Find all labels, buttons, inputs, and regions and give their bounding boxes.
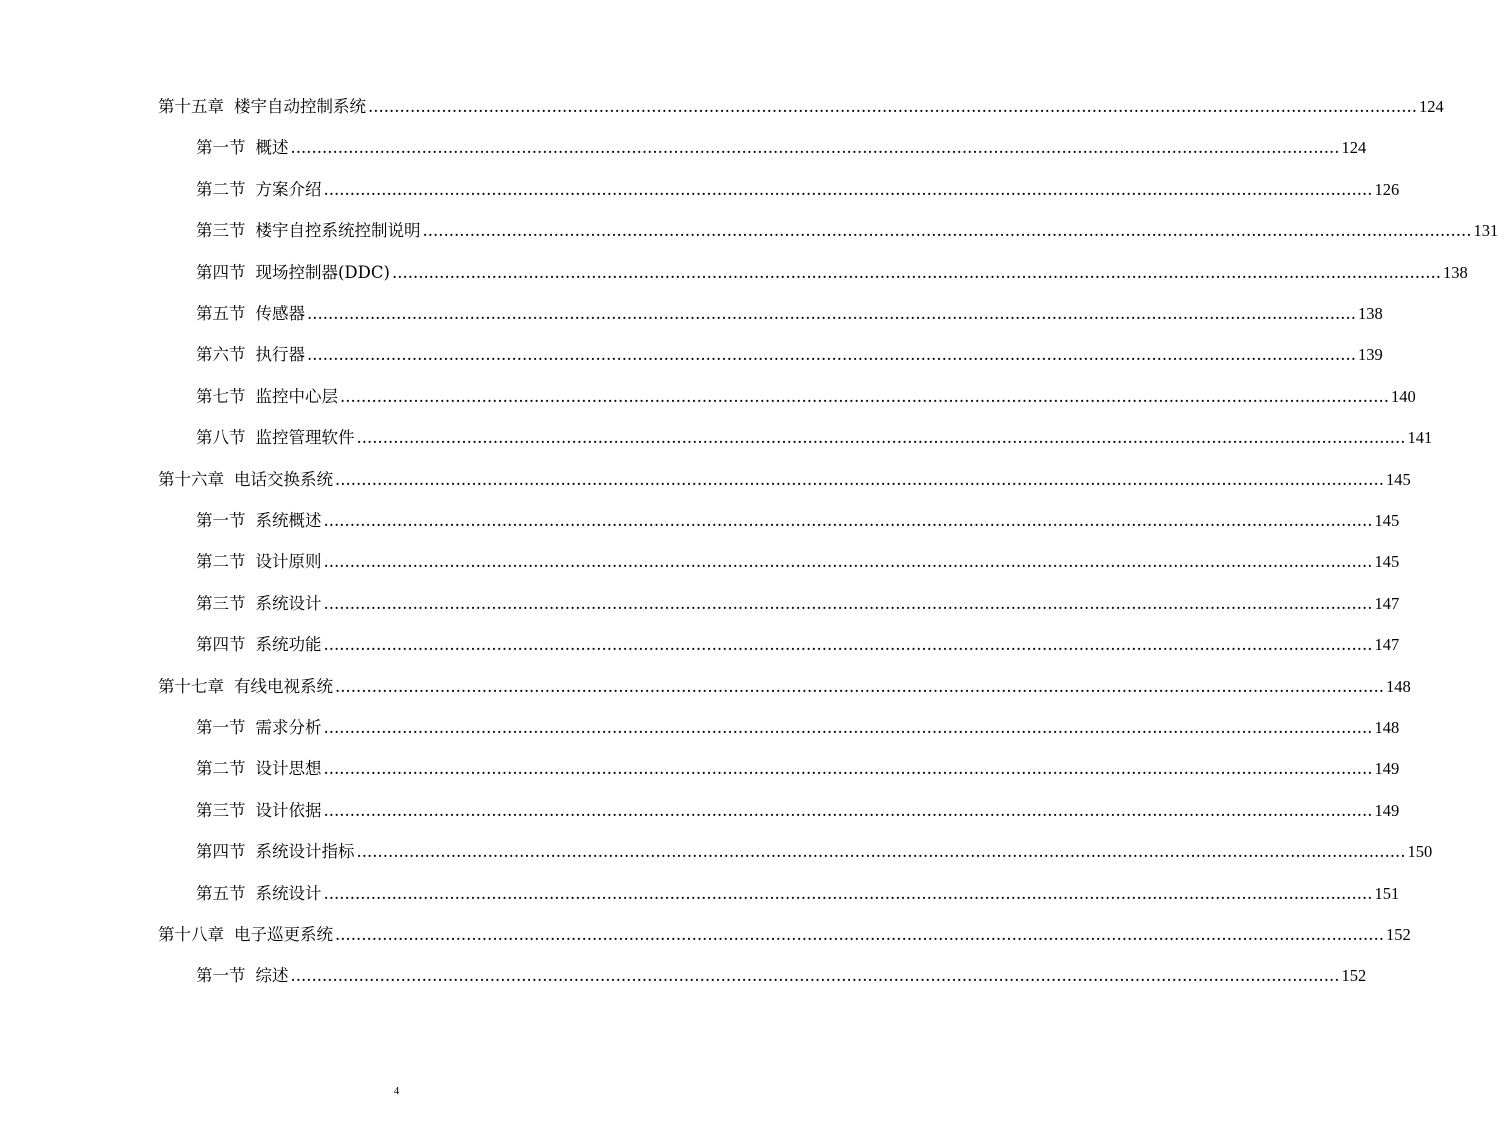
toc-entry-title: 系统设计 bbox=[255, 883, 322, 903]
toc-entry-number: 第一节 bbox=[196, 966, 246, 986]
toc-page-number: 145 bbox=[1374, 511, 1400, 530]
toc-entry-title: 监控管理软件 bbox=[255, 428, 355, 448]
toc-dot-leader: ........................................................................................................................................................................................................ bbox=[356, 428, 1406, 448]
toc-entry-number: 第十七章 bbox=[158, 676, 224, 696]
toc-dot-leader: ........................................................................................................................................................................................................ bbox=[335, 676, 1384, 696]
toc-entry-title: 有线电视系统 bbox=[234, 676, 333, 696]
toc-entry-number: 第一节 bbox=[196, 138, 246, 158]
toc-section-entry[interactable] bbox=[0, 254, 1468, 284]
toc-entry-title: 楼宇自控系统控制说明 bbox=[255, 221, 421, 241]
toc-entry-title: 设计依据 bbox=[255, 800, 322, 820]
toc-dot-leader: ........................................................................................................................................................................................................ bbox=[323, 800, 1373, 820]
toc-entry-number: 第二节 bbox=[196, 552, 246, 572]
toc-entry-label bbox=[158, 469, 333, 491]
toc-page-number: 149 bbox=[1374, 759, 1400, 779]
toc-entry-title: 概述 bbox=[255, 138, 289, 158]
toc-entry-number: 第六节 bbox=[196, 345, 246, 365]
toc-entry-label bbox=[196, 344, 305, 366]
toc-entry-number: 第三节 bbox=[196, 800, 246, 820]
toc-entry-number: 第三节 bbox=[196, 593, 246, 613]
toc-entry-number: 第八节 bbox=[196, 428, 246, 448]
toc-dot-leader: ........................................................................................................................................................................................................ bbox=[356, 842, 1406, 862]
toc-dot-leader: ........................................................................................................................................................................................................ bbox=[307, 304, 1356, 323]
page-number: 4 bbox=[393, 1085, 400, 1097]
toc-page-number: 147 bbox=[1374, 593, 1400, 613]
toc-page-number: 138 bbox=[1357, 304, 1383, 323]
toc-section-entry[interactable] bbox=[0, 171, 1400, 201]
toc-entry-label bbox=[196, 634, 322, 656]
toc-entry-label bbox=[196, 965, 289, 987]
toc-entry-title: 电话交换系统 bbox=[234, 469, 333, 489]
toc-section-entry[interactable] bbox=[0, 129, 1367, 159]
toc-entry-number: 第十五章 bbox=[158, 97, 224, 116]
toc-entry-label bbox=[196, 220, 421, 242]
toc-entry-number: 第五节 bbox=[196, 883, 246, 903]
toc-page-number: 145 bbox=[1385, 469, 1411, 489]
toc-entry-title: 系统设计 bbox=[255, 593, 322, 613]
toc-entry-label bbox=[196, 179, 322, 201]
toc-entry-number: 第十八章 bbox=[158, 925, 224, 944]
toc-entry-label bbox=[196, 800, 322, 822]
toc-entry-title: 监控中心层 bbox=[255, 386, 338, 406]
toc-page-number: 124 bbox=[1341, 138, 1367, 158]
toc-page-number: 152 bbox=[1385, 925, 1411, 944]
toc-entry-label bbox=[158, 924, 333, 946]
toc-page-number: 145 bbox=[1374, 552, 1400, 572]
toc-dot-leader: ........................................................................................................................................................................................................ bbox=[323, 511, 1373, 530]
toc-chapter-entry[interactable] bbox=[0, 88, 1444, 118]
toc-chapter-entry[interactable] bbox=[0, 916, 1411, 946]
toc-entry-number: 第五节 bbox=[196, 304, 246, 323]
toc-section-entry[interactable] bbox=[0, 212, 1498, 242]
toc-section-entry[interactable] bbox=[0, 543, 1400, 573]
toc-dot-leader: ........................................................................................................................................................................................................ bbox=[323, 593, 1373, 613]
toc-entry-title: 设计原则 bbox=[255, 552, 322, 572]
toc-entry-number: 第一节 bbox=[196, 718, 246, 737]
toc-dot-leader: ........................................................................................................................................................................................................ bbox=[290, 138, 1340, 158]
toc-dot-leader: ........................................................................................................................................................................................................ bbox=[422, 221, 1472, 241]
toc-section-entry[interactable] bbox=[0, 419, 1433, 449]
toc-dot-leader: ........................................................................................................................................................................................................ bbox=[323, 883, 1373, 903]
toc-dot-leader: ........................................................................................................................................................................................................ bbox=[335, 469, 1384, 489]
toc-entry-title: 综述 bbox=[255, 966, 289, 986]
toc-page-number: 148 bbox=[1374, 718, 1400, 737]
toc-entry-title: 系统概述 bbox=[255, 511, 322, 530]
toc-section-entry[interactable] bbox=[0, 709, 1400, 739]
toc-entry-title: 设计思想 bbox=[255, 759, 322, 779]
toc-entry-label bbox=[196, 510, 322, 532]
toc-entry-label bbox=[158, 96, 366, 118]
toc-entry-title: 电子巡更系统 bbox=[234, 925, 333, 944]
toc-page-number: 147 bbox=[1374, 635, 1400, 655]
toc-entry-number: 第二节 bbox=[196, 759, 246, 779]
toc-entry-number: 第一节 bbox=[196, 511, 246, 530]
toc-section-entry[interactable] bbox=[0, 336, 1383, 366]
toc-page-number: 148 bbox=[1385, 676, 1411, 696]
toc-dot-leader: ........................................................................................................................................................................................................ bbox=[323, 759, 1373, 779]
toc-section-entry[interactable] bbox=[0, 502, 1400, 532]
toc-section-entry[interactable] bbox=[0, 750, 1400, 780]
toc-entry-label bbox=[196, 262, 390, 284]
toc-entry-number: 第二节 bbox=[196, 179, 246, 199]
toc-page-number: 126 bbox=[1374, 179, 1400, 199]
toc-section-entry[interactable] bbox=[0, 792, 1400, 822]
toc-page-number: 151 bbox=[1374, 883, 1400, 903]
toc-entry-label bbox=[196, 551, 322, 573]
toc-entry-number: 第四节 bbox=[196, 635, 246, 655]
toc-page-number: 138 bbox=[1442, 262, 1468, 282]
toc-page-number: 152 bbox=[1341, 966, 1367, 986]
toc-dot-leader: ........................................................................................................................................................................................................ bbox=[290, 966, 1340, 986]
toc-entry-title: 方案介绍 bbox=[255, 179, 322, 199]
toc-section-entry[interactable] bbox=[0, 875, 1400, 905]
toc-section-entry[interactable] bbox=[0, 295, 1383, 325]
toc-dot-leader: ........................................................................................................................................................................................................ bbox=[368, 97, 1417, 116]
toc-entry-label bbox=[196, 758, 322, 780]
toc-entry-title: 系统功能 bbox=[255, 635, 322, 655]
toc-section-entry[interactable] bbox=[0, 957, 1367, 987]
toc-entry-number: 第十六章 bbox=[158, 469, 224, 489]
toc-dot-leader: ........................................................................................................................................................................................................ bbox=[307, 345, 1356, 365]
toc-entry-label bbox=[158, 676, 333, 698]
toc-entry-label bbox=[196, 841, 355, 863]
toc-chapter-entry[interactable] bbox=[0, 461, 1411, 491]
toc-entry-number: 第三节 bbox=[196, 221, 246, 241]
toc-dot-leader: ........................................................................................................................................................................................................ bbox=[391, 262, 1441, 282]
toc-entry-title: 现场控制器(DDC) bbox=[255, 262, 390, 282]
toc-entry-label bbox=[196, 717, 322, 739]
toc-entry-title: 需求分析 bbox=[255, 718, 322, 737]
toc-entry-title: 传感器 bbox=[255, 304, 305, 323]
toc-entry-number: 第四节 bbox=[196, 262, 246, 282]
toc-entry-label bbox=[196, 593, 322, 615]
toc-dot-leader: ........................................................................................................................................................................................................ bbox=[340, 386, 1389, 406]
toc-entry-label bbox=[196, 386, 338, 408]
toc-page-number: 149 bbox=[1374, 800, 1400, 820]
toc-section-entry[interactable] bbox=[0, 626, 1400, 656]
toc-section-entry[interactable] bbox=[0, 378, 1416, 408]
toc-page-number: 124 bbox=[1418, 97, 1444, 116]
toc-entry-label bbox=[196, 303, 305, 325]
toc-entry-number: 第七节 bbox=[196, 386, 246, 406]
toc-dot-leader: ........................................................................................................................................................................................................ bbox=[323, 635, 1373, 655]
toc-entry-label bbox=[196, 883, 322, 905]
toc-section-entry[interactable] bbox=[0, 833, 1433, 863]
toc-page-number: 131 bbox=[1473, 221, 1498, 241]
toc-dot-leader: ........................................................................................................................................................................................................ bbox=[335, 925, 1384, 944]
toc-entry-title: 系统设计指标 bbox=[255, 842, 355, 862]
toc-entry-title: 执行器 bbox=[255, 345, 305, 365]
toc-page-number: 141 bbox=[1407, 428, 1433, 448]
toc-section-entry[interactable] bbox=[0, 585, 1400, 615]
toc-page-number: 150 bbox=[1407, 842, 1433, 862]
toc-page-number: 139 bbox=[1357, 345, 1383, 365]
toc-entry-number: 第四节 bbox=[196, 842, 246, 862]
toc-dot-leader: ........................................................................................................................................................................................................ bbox=[323, 552, 1373, 572]
toc-chapter-entry[interactable] bbox=[0, 668, 1411, 698]
toc-entry-label bbox=[196, 427, 355, 449]
toc-dot-leader: ........................................................................................................................................................................................................ bbox=[323, 179, 1373, 199]
toc-entry-title: 楼宇自动控制系统 bbox=[234, 97, 366, 116]
toc-page-number: 140 bbox=[1390, 386, 1416, 406]
toc-dot-leader: ........................................................................................................................................................................................................ bbox=[323, 718, 1373, 737]
toc-entry-label bbox=[196, 137, 289, 159]
